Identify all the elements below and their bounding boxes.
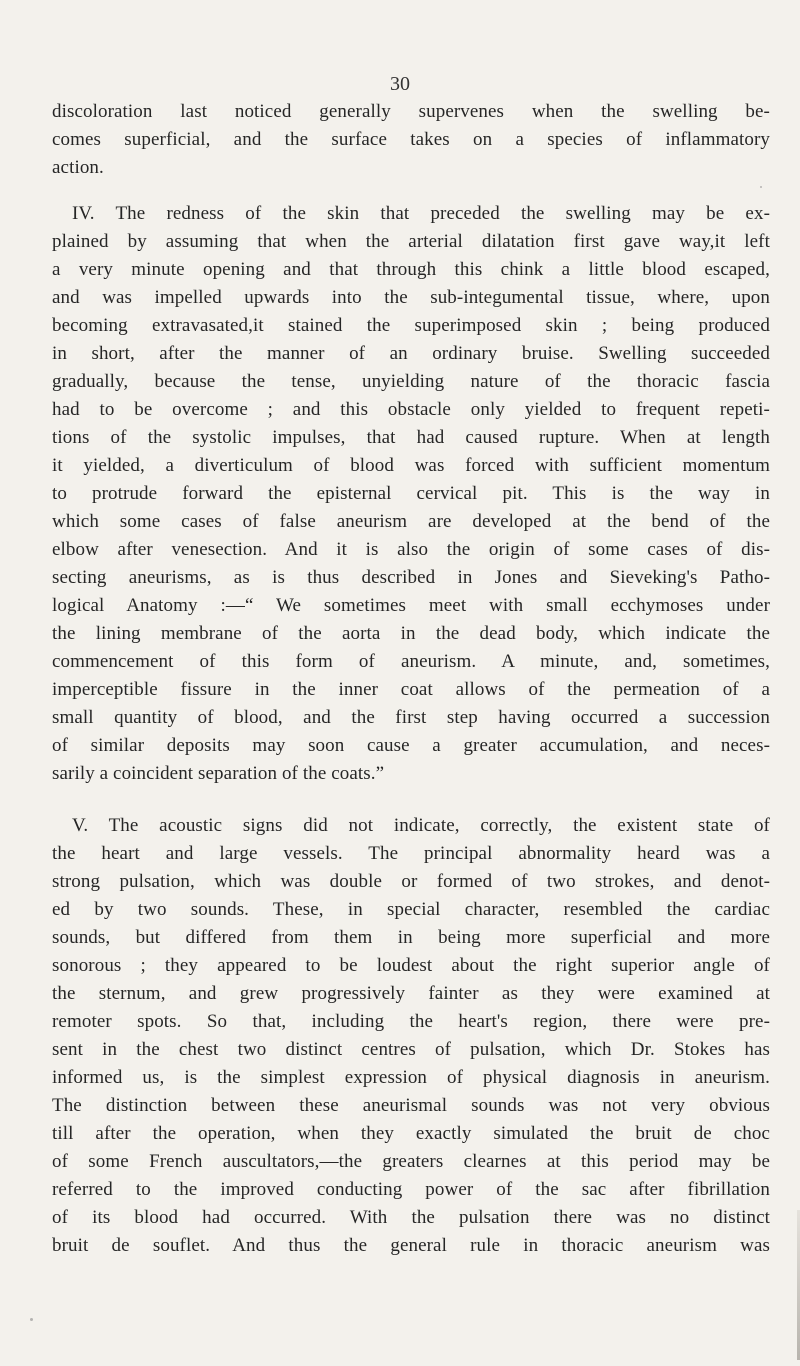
text-line: IV. The redness of the skin that preceded the swelling may be ex- [72,203,770,224]
paragraph-v [52,812,770,1260]
text-line: V. The acoustic signs did not indicate, correctly, the existent state of [72,815,770,836]
text-line: it yielded, a diverticulum of blood was forced with sufficient momentum [52,455,770,476]
text-line: becoming extravasated,it stained the superimposed skin ; being produced [52,315,770,336]
text-line: the sternum, and grew progressively fainter as they were examined at [52,983,770,1004]
paragraph-continuation [52,98,770,182]
text-line: the heart and large vessels. The principal abnormality heard was a [52,843,770,864]
text-line: sent in the chest two distinct centres of pulsation, which Dr. Stokes has [52,1039,770,1060]
text-line: bruit de souflet. And thus the general rule in thoracic aneurism was [52,1235,770,1256]
paper-speck [760,186,762,188]
text-line: informed us, is the simplest expression of physical diagnosis in aneurism. [52,1067,770,1088]
text-line: of similar deposits may soon cause a greater accumulation, and neces- [52,735,770,756]
text-line: comes superficial, and the surface takes on a species of inflammatory [52,129,770,150]
text-line: discoloration last noticed generally supervenes when the swelling be- [52,101,770,122]
text-line: gradually, because the tense, unyielding nature of the thoracic fascia [52,371,770,392]
text-line: ed by two sounds. These, in special character, resembled the cardiac [52,899,770,920]
text-line: sarily a coincident separation of the coats.” [52,763,385,784]
text-line: referred to the improved conducting power of the sac after fibrillation [52,1179,770,1200]
text-line: the lining membrane of the aorta in the dead body, which indicate the [52,623,770,644]
text-line: plained by assuming that when the arterial dilatation first gave way,it left [52,231,770,252]
text-line: and was impelled upwards into the sub-integumental tissue, where, upon [52,287,770,308]
text-line: elbow after venesection. And it is also the origin of some cases of dis- [52,539,770,560]
text-line: sounds, but differed from them in being more superficial and more [52,927,770,948]
text-line: of some French auscultators,—the greaters clearnes at this period may be [52,1151,770,1172]
text-line: till after the operation, when they exactly simulated the bruit de choc [52,1123,770,1144]
text-line: imperceptible fissure in the inner coat allows of the permeation of a [52,679,770,700]
text-line: sonorous ; they appeared to be loudest about the right superior angle of [52,955,770,976]
page-number: 30 [390,73,410,95]
text-line: logical Anatomy :—“ We sometimes meet with small ecchymoses under [52,595,770,616]
text-line: had to be overcome ; and this obstacle only yielded to frequent repeti- [52,399,770,420]
text-line: small quantity of blood, and the first step having occurred a succession [52,707,770,728]
text-line: in short, after the manner of an ordinary bruise. Swelling succeeded [52,343,770,364]
text-line: secting aneurisms, as is thus described in Jones and Sieveking's Patho- [52,567,770,588]
text-line: to protrude forward the episternal cervical pit. This is the way in [52,483,770,504]
text-line: tions of the systolic impulses, that had caused rupture. When at length [52,427,770,448]
text-line: The distinction between these aneurismal sounds was not very obvious [52,1095,770,1116]
text-line: strong pulsation, which was double or formed of two strokes, and denot- [52,871,770,892]
text-line: which some cases of false aneurism are developed at the bend of the [52,511,770,532]
text-line: action. [52,157,104,178]
text-line: a very minute opening and that through this chink a little blood escaped, [52,259,770,280]
text-line: remoter spots. So that, including the heart's region, there were pre- [52,1011,770,1032]
paper-speck [30,1318,33,1321]
text-line: of its blood had occurred. With the pulsation there was no distinct [52,1207,770,1228]
text-line: commencement of this form of aneurism. A minute, and, sometimes, [52,651,770,672]
paragraph-iv [52,200,770,788]
